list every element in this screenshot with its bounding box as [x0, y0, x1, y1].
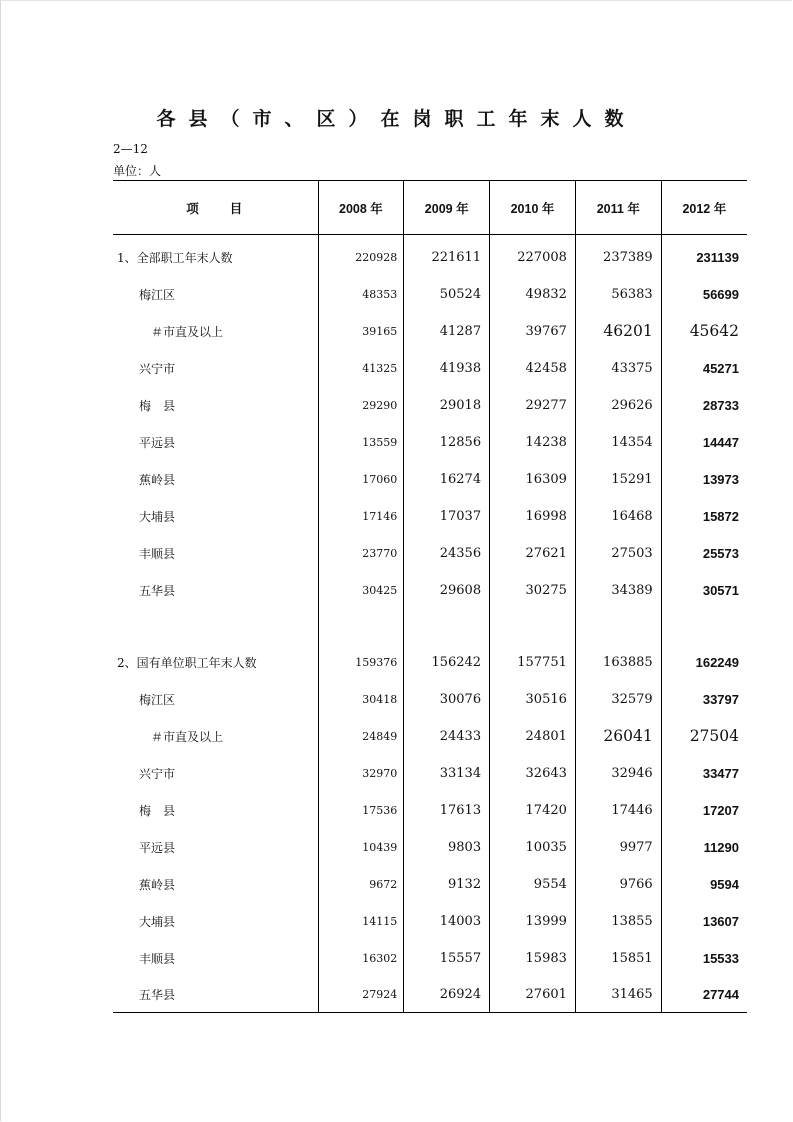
value-2012: 14447 [661, 424, 747, 461]
value-2012: 15533 [661, 940, 747, 977]
row-label: ＃市直及以上 [151, 324, 224, 339]
value-2010: 32643 [490, 755, 576, 792]
value-2008: 29290 [318, 387, 404, 424]
row-label: ＃市直及以上 [151, 729, 224, 744]
value-2011: 46201 [575, 313, 661, 350]
value-2011: 29626 [575, 387, 661, 424]
value-2009: 26924 [404, 977, 490, 1013]
row-label: 梅县 [139, 398, 188, 413]
value-2012: 162249 [661, 644, 747, 681]
value-2008: 9672 [318, 866, 404, 903]
value-2009: 24433 [404, 718, 490, 755]
table-row [113, 535, 747, 572]
table-row [113, 350, 747, 387]
value-2012: 9594 [661, 866, 747, 903]
table-row [113, 718, 747, 755]
value-2010: 10035 [490, 829, 576, 866]
value-2008: 39165 [318, 313, 404, 350]
table-row [113, 829, 747, 866]
value-2008: 30425 [318, 572, 404, 609]
table-row [113, 276, 747, 313]
row-label: 大埔县 [139, 914, 176, 929]
row-label: 梅县 [139, 803, 188, 818]
table-row [113, 866, 747, 903]
row-label: 丰顺县 [139, 546, 176, 561]
row-label: 丰顺县 [139, 951, 176, 966]
row-label: 蕉岭县 [139, 877, 176, 892]
table-row [113, 977, 747, 1013]
table-row [113, 313, 747, 350]
row-label: 平远县 [139, 840, 176, 855]
value-2008: 27924 [318, 977, 404, 1013]
value-2012: 13607 [661, 903, 747, 940]
value-2009: 17613 [404, 792, 490, 829]
row-label: 1、全部职工年末人数 [117, 250, 233, 265]
table-row [113, 681, 747, 718]
value-2011: 56383 [575, 276, 661, 313]
row-label: 蕉岭县 [139, 472, 176, 487]
value-2009: 29608 [404, 572, 490, 609]
value-2012: 30571 [661, 572, 747, 609]
value-2011: 16468 [575, 498, 661, 535]
row-label: 2、国有单位职工年末人数 [117, 655, 257, 670]
table-row [113, 498, 747, 535]
value-2008: 14115 [318, 903, 404, 940]
value-2012: 15872 [661, 498, 747, 535]
value-2009: 30076 [404, 681, 490, 718]
value-2010: 17420 [490, 792, 576, 829]
value-2010: 29277 [490, 387, 576, 424]
value-2010: 27601 [490, 977, 576, 1013]
value-2009: 41287 [404, 313, 490, 350]
header-row [113, 181, 747, 235]
value-2008: 32970 [318, 755, 404, 792]
spacer-row [113, 609, 747, 644]
value-2011: 13855 [575, 903, 661, 940]
value-2012: 45642 [661, 313, 747, 350]
value-2012: 33477 [661, 755, 747, 792]
employee-table [113, 180, 747, 1013]
value-2009: 12856 [404, 424, 490, 461]
value-2010: 30275 [490, 572, 576, 609]
value-2009: 33134 [404, 755, 490, 792]
row-label: 五华县 [139, 583, 176, 598]
value-2011: 27503 [575, 535, 661, 572]
value-2011: 14354 [575, 424, 661, 461]
value-2010: 42458 [490, 350, 576, 387]
value-2008: 41325 [318, 350, 404, 387]
value-2011: 17446 [575, 792, 661, 829]
value-2008: 17536 [318, 792, 404, 829]
value-2011: 34389 [575, 572, 661, 609]
value-2010: 9554 [490, 866, 576, 903]
value-2008: 13559 [318, 424, 404, 461]
value-2011: 31465 [575, 977, 661, 1013]
value-2010: 49832 [490, 276, 576, 313]
row-label: 平远县 [139, 435, 176, 450]
table-row [113, 755, 747, 792]
value-2012: 17207 [661, 792, 747, 829]
value-2011: 9766 [575, 866, 661, 903]
value-2009: 156242 [404, 644, 490, 681]
value-2011: 32579 [575, 681, 661, 718]
value-2011: 237389 [575, 239, 661, 276]
table-row [113, 792, 747, 829]
header-2011: 2011 年 [575, 181, 661, 235]
value-2011: 43375 [575, 350, 661, 387]
value-2012: 33797 [661, 681, 747, 718]
value-2008: 24849 [318, 718, 404, 755]
value-2012: 231139 [661, 239, 747, 276]
table-row [113, 461, 747, 498]
value-2008: 48353 [318, 276, 404, 313]
table-row [113, 903, 747, 940]
row-label: 五华县 [113, 977, 318, 1013]
value-2010: 15983 [490, 940, 576, 977]
value-2009: 50524 [404, 276, 490, 313]
value-2009: 41938 [404, 350, 490, 387]
row-label: 梅江区 [139, 692, 176, 707]
table-row [113, 940, 747, 977]
header-item: 项 目 [113, 181, 318, 235]
value-2012: 11290 [661, 829, 747, 866]
value-2010: 14238 [490, 424, 576, 461]
value-2009: 15557 [404, 940, 490, 977]
value-2008: 16302 [318, 940, 404, 977]
header-2008: 2008 年 [318, 181, 404, 235]
value-2008: 17146 [318, 498, 404, 535]
value-2010: 24801 [490, 718, 576, 755]
value-2011: 163885 [575, 644, 661, 681]
value-2008: 220928 [318, 239, 404, 276]
table-row [113, 424, 747, 461]
value-2012: 27504 [661, 718, 747, 755]
value-2009: 14003 [404, 903, 490, 940]
header-2012: 2012 年 [661, 181, 747, 235]
value-2012: 56699 [661, 276, 747, 313]
value-2009: 24356 [404, 535, 490, 572]
value-2010: 157751 [490, 644, 576, 681]
value-2010: 39767 [490, 313, 576, 350]
value-2008: 17060 [318, 461, 404, 498]
value-2009: 16274 [404, 461, 490, 498]
value-2012: 45271 [661, 350, 747, 387]
table-row [113, 387, 747, 424]
header-2010: 2010 年 [490, 181, 576, 235]
value-2008: 30418 [318, 681, 404, 718]
row-label: 兴宁市 [139, 361, 176, 376]
value-2009: 17037 [404, 498, 490, 535]
value-2010: 30516 [490, 681, 576, 718]
value-2010: 227008 [490, 239, 576, 276]
value-2011: 15851 [575, 940, 661, 977]
value-2012: 25573 [661, 535, 747, 572]
value-2010: 27621 [490, 535, 576, 572]
value-2011: 26041 [575, 718, 661, 755]
table-code: 2—12 [113, 142, 148, 156]
value-2010: 16998 [490, 498, 576, 535]
value-2012: 13973 [661, 461, 747, 498]
value-2012: 28733 [661, 387, 747, 424]
value-2009: 29018 [404, 387, 490, 424]
value-2009: 221611 [404, 239, 490, 276]
value-2008: 10439 [318, 829, 404, 866]
value-2011: 15291 [575, 461, 661, 498]
row-label: 梅江区 [139, 287, 176, 302]
value-2011: 9977 [575, 829, 661, 866]
table-row [113, 239, 747, 276]
value-2012: 27744 [661, 977, 747, 1013]
value-2009: 9132 [404, 866, 490, 903]
value-2010: 16309 [490, 461, 576, 498]
unit-label: 单位：人 [113, 164, 162, 178]
value-2009: 9803 [404, 829, 490, 866]
table-row [113, 644, 747, 681]
row-label: 兴宁市 [139, 766, 176, 781]
header-2009: 2009 年 [404, 181, 490, 235]
page-title: 各县（市、区）在岗职工年末人数 [156, 108, 637, 130]
row-label: 大埔县 [139, 509, 176, 524]
table-row [113, 572, 747, 609]
value-2010: 13999 [490, 903, 576, 940]
value-2008: 159376 [318, 644, 404, 681]
value-2008: 23770 [318, 535, 404, 572]
value-2011: 32946 [575, 755, 661, 792]
